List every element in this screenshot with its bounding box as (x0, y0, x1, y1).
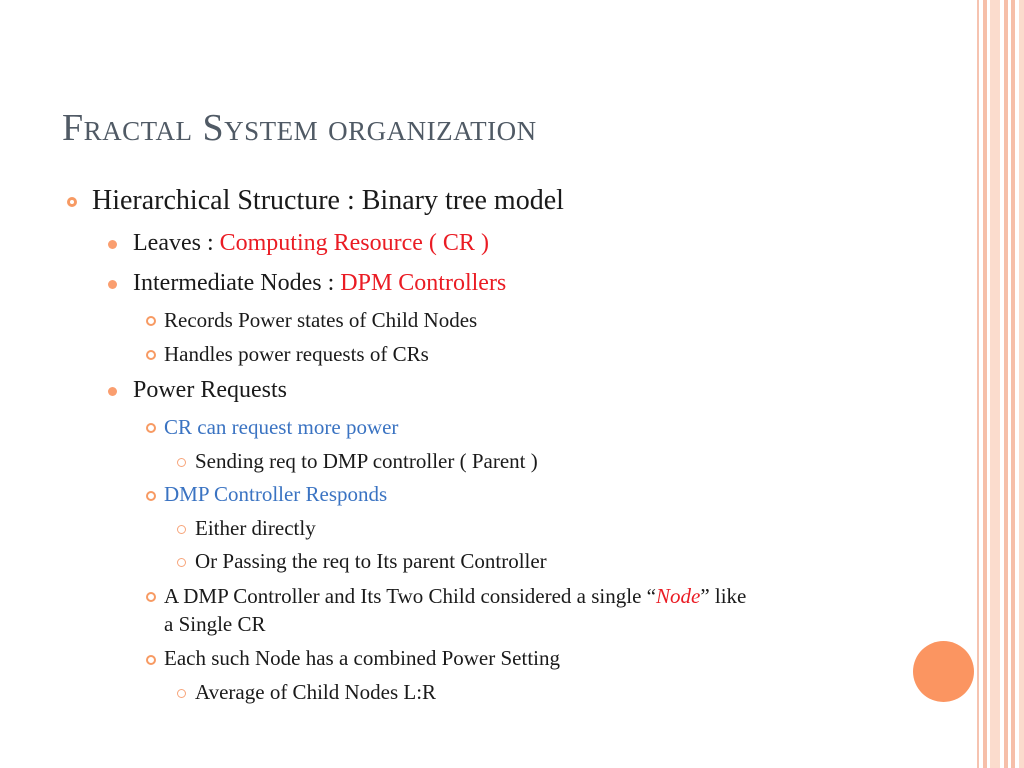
bullet-item (164, 646, 560, 671)
bullet-item (195, 449, 538, 474)
bullet-ring-icon (146, 423, 156, 433)
bullet-text: Hierarchical Structure : Binary tree model (92, 185, 564, 216)
bullet-ring-icon (177, 689, 186, 698)
bullet-item-continuation (164, 612, 266, 637)
bullet-item (164, 482, 387, 507)
bullet-item (195, 549, 547, 574)
bullet-text: Intermediate Nodes : (133, 270, 341, 296)
bullet-text: Sending req to DMP controller ( Parent ) (195, 449, 538, 473)
bullet-item (133, 230, 489, 257)
decorative-stripe (1004, 0, 1008, 768)
bullet-ring-icon (67, 197, 77, 207)
bullet-ring-icon (146, 316, 156, 326)
bullet-text: Records Power states of Child Nodes (164, 308, 478, 332)
bullet-text: Either directly (195, 516, 316, 540)
decorative-stripe (1011, 0, 1015, 768)
bullet-item (195, 516, 316, 541)
bullet-text: Handles power requests of CRs (164, 342, 429, 366)
decorative-circle (913, 641, 974, 702)
bullet-text: Leaves : (133, 230, 220, 256)
decorative-stripe (977, 0, 979, 768)
bullet-emphasis: Node (655, 584, 701, 608)
bullet-ring-icon (177, 458, 186, 467)
slide-title: Fractal System organization (62, 107, 537, 149)
bullet-text: Power Requests (133, 377, 287, 403)
bullet-ring-icon (146, 491, 156, 501)
bullet-dot-icon (108, 387, 117, 396)
bullet-item (164, 308, 477, 333)
bullet-dot-icon (108, 240, 117, 249)
bullet-text: DMP Controller Responds (164, 482, 388, 506)
bullet-item (195, 680, 436, 705)
bullet-item (92, 185, 564, 217)
bullet-text: Or Passing the req to Its parent Controller (195, 549, 547, 573)
bullet-ring-icon (177, 525, 186, 534)
bullet-text: Average of Child Nodes L:R (195, 680, 437, 704)
bullet-dot-icon (108, 280, 117, 289)
bullet-text: A DMP Controller and Its Two Child considered a single “ (164, 584, 656, 608)
bullet-item (164, 584, 746, 609)
bullet-item (133, 377, 287, 404)
bullet-item (164, 415, 398, 440)
bullet-text: a Single CR (164, 612, 266, 636)
decorative-stripe (1019, 0, 1024, 768)
bullet-highlight: DPM Controllers (340, 270, 507, 296)
bullet-highlight: Computing Resource ( CR ) (219, 230, 489, 256)
decorative-stripe (990, 0, 1000, 768)
bullet-item (164, 342, 429, 367)
bullet-ring-icon (146, 655, 156, 665)
bullet-ring-icon (146, 592, 156, 602)
bullet-ring-icon (146, 350, 156, 360)
bullet-ring-icon (177, 558, 186, 567)
bullet-text: Each such Node has a combined Power Setting (164, 646, 560, 670)
bullet-text: CR can request more power (164, 415, 399, 439)
bullet-item (133, 270, 506, 297)
bullet-text: ” like (700, 584, 747, 608)
decorative-stripe (983, 0, 987, 768)
